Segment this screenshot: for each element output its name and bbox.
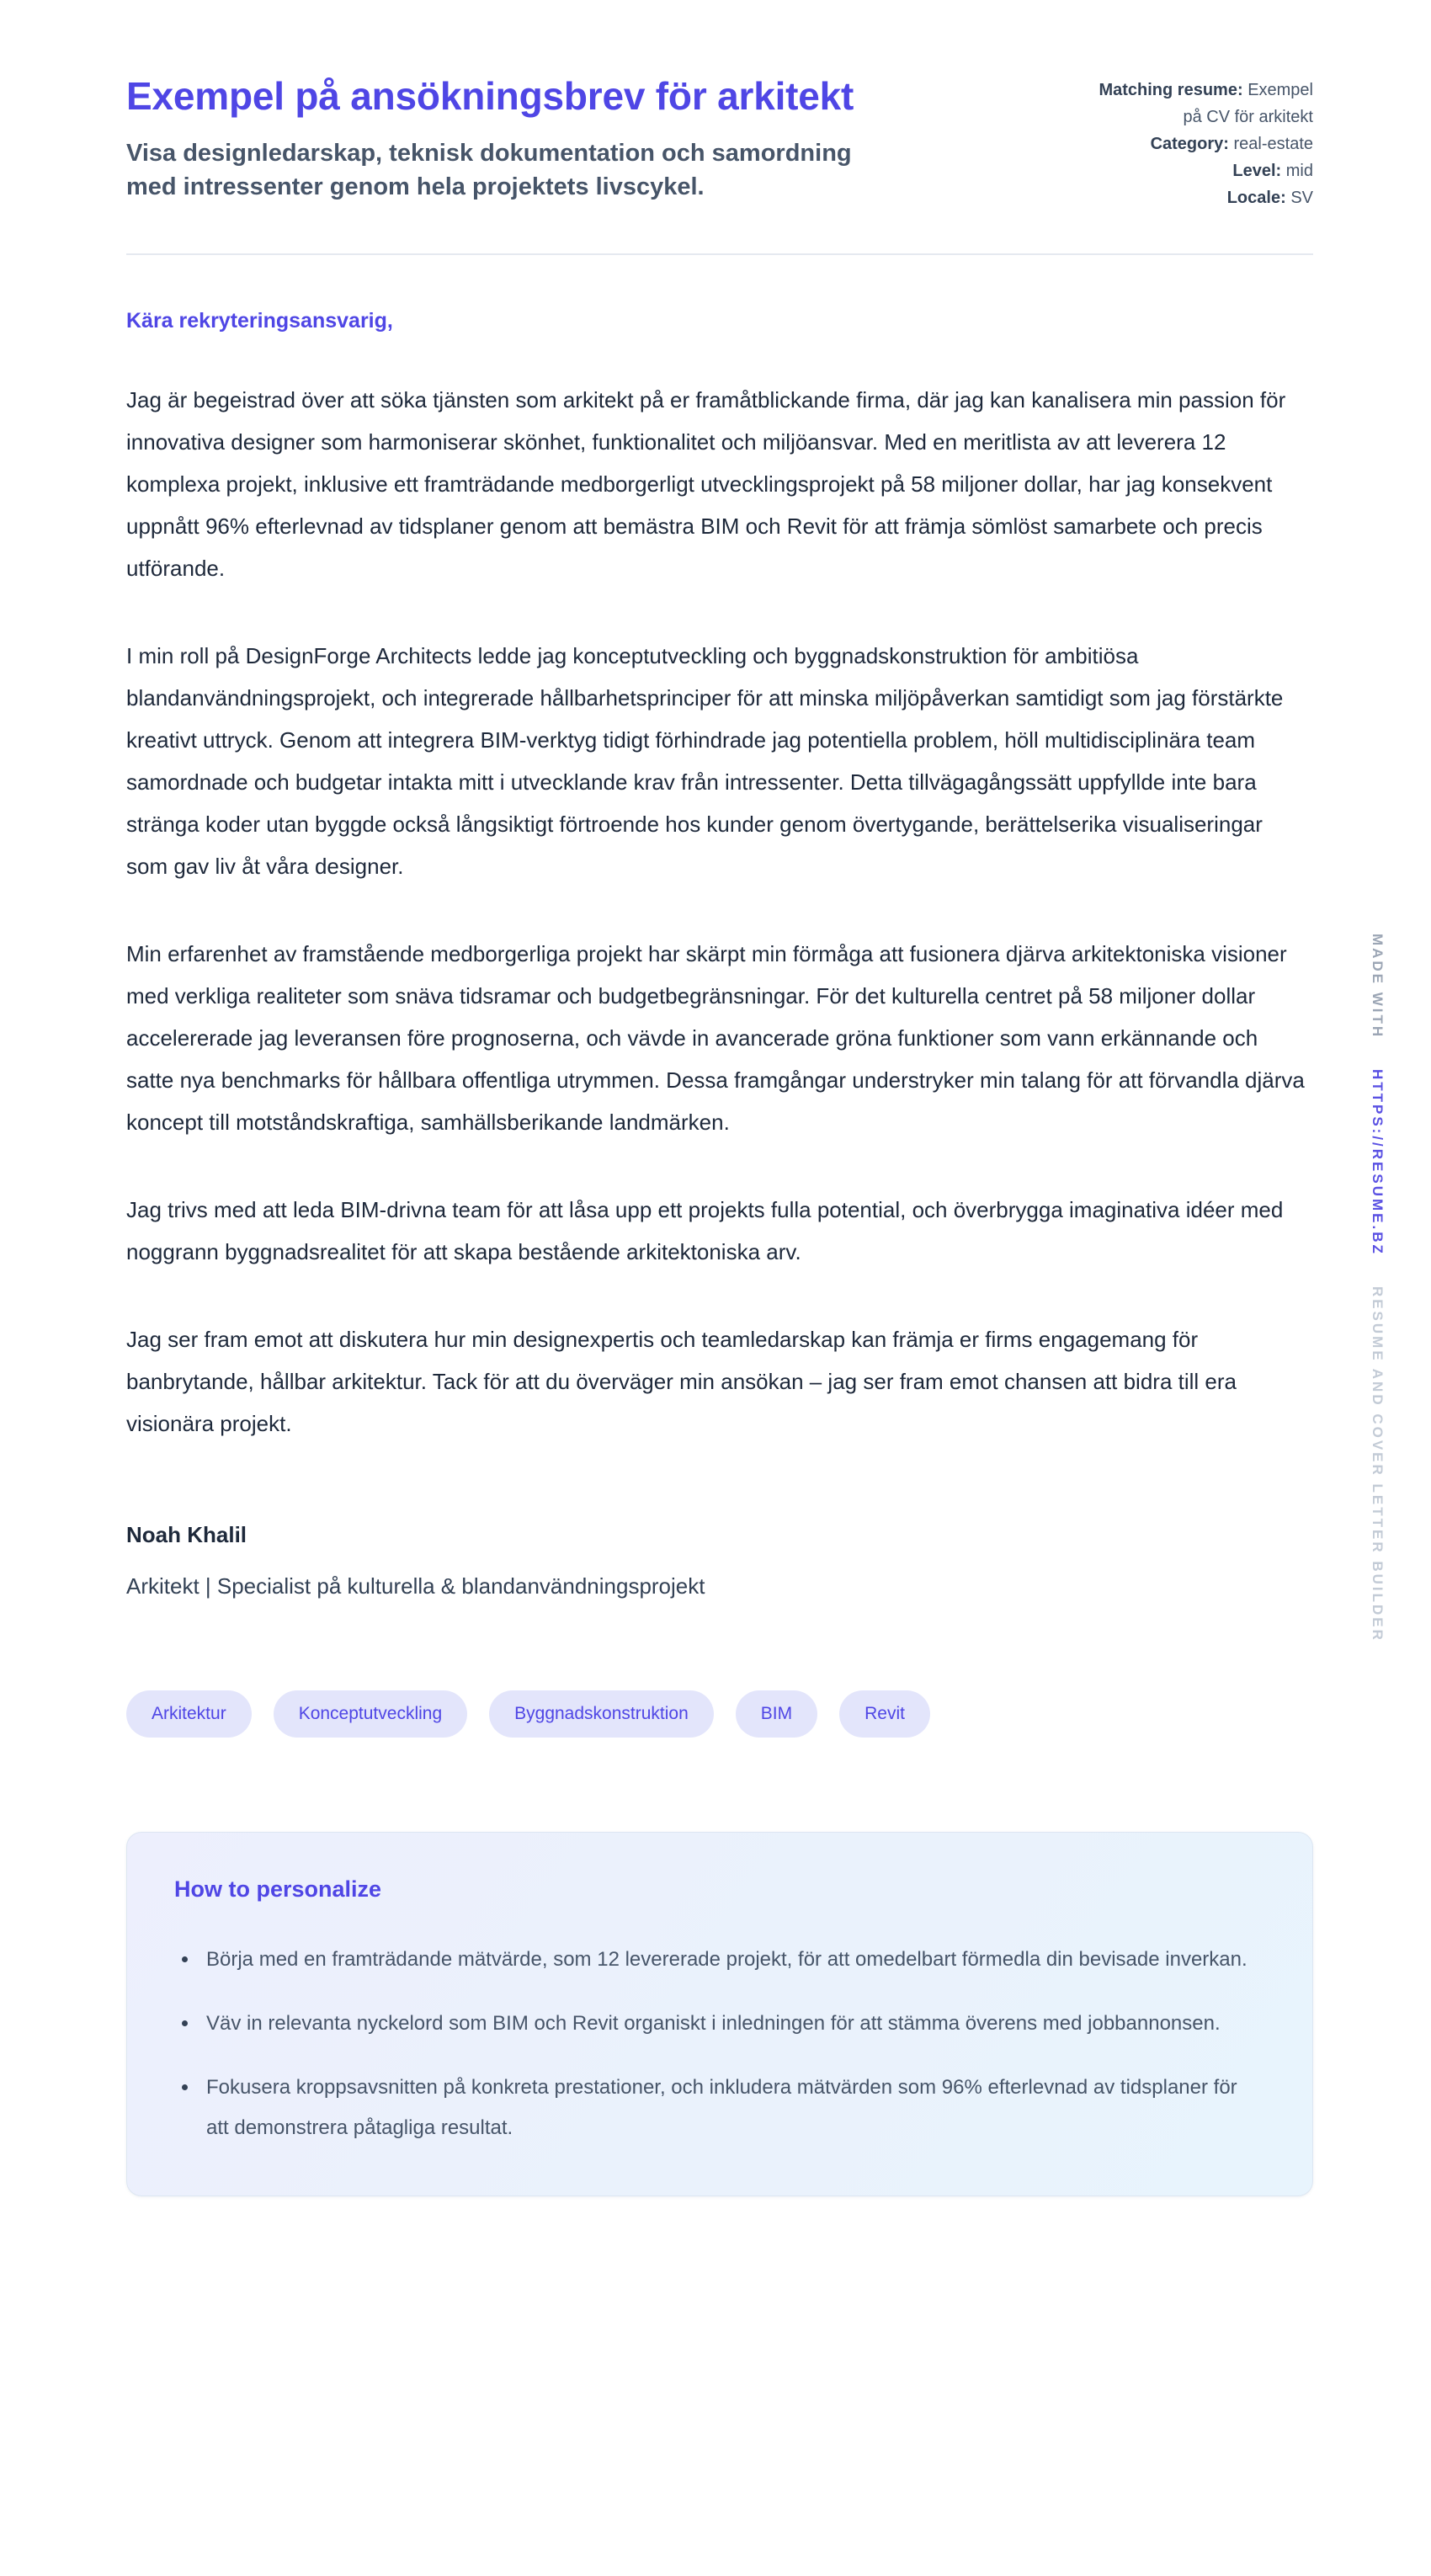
tag-pill-arkitektur[interactable]: Arkitektur [126, 1690, 252, 1738]
watermark-tagline: RESUME AND COVER LETTER BUILDER [1370, 1286, 1386, 1643]
watermark-site-link[interactable]: HTTPS://RESUME.BZ [1370, 1069, 1386, 1257]
meta-category-label: Category: [1150, 135, 1229, 153]
meta-level [1096, 157, 1313, 184]
header-title-block [126, 72, 901, 211]
tag-pill-konceptutveckling[interactable]: Konceptutveckling [274, 1690, 467, 1738]
tag-pill-revit[interactable]: Revit [839, 1690, 930, 1738]
meta-locale-label: Locale: [1226, 189, 1286, 207]
tag-pill-bim[interactable]: BIM [736, 1690, 817, 1738]
signature-block [126, 1522, 1313, 1599]
letter-paragraph: Jag ser fram emot att diskutera hur min designexpertis och teamledarskap kan främja er firms engagemang för banbrytande, hållbar arkitektur. Tack för att du överväger min ansökan – jag ser fram emot chansen att bidra till era visionära projekt. [126, 1327, 1237, 1436]
personalize-callout [126, 1832, 1313, 2196]
tag-pill-byggnadskonstruktion[interactable]: Byggnadskonstruktion [489, 1690, 714, 1738]
letter-paragraph: I min roll på DesignForge Architects ledde jag konceptutveckling och byggnadskonstruktion för ambitiösa blandanvändningsprojekt, och integrerade hållbarhetsprinciper för att minska miljöpåverkan samtidigt som jag förstärkte kreativt uttryck. Genom att integrera BIM-verktyg tidigt förhindrade jag potentiella problem, höll multidisciplinära team samordnade och budgetar intakta mitt i utvecklande krav från intressenter. Detta tillvägagångssätt uppfyllde inte bara stränga koder utan byggde också långsiktigt förtroende hos kunder genom övertygande, berättelserika visualiseringar som gav liv åt våra designer. [126, 643, 1284, 879]
letter-paragraph: Min erfarenhet av framstående medborgerliga projekt har skärpt min förmåga att fusionera djärva arkitektoniska visioner med verkliga realiteter som snäva tidsramar och budgetbegränsningar. För det kulturella centret på 58 miljoner dollar accelererade jag leveransen före prognoserna, och vävde in avancerade gröna funktioner som vann erkännande och satte nya benchmarks för hållbara offentliga utrymmen. Dessa framgångar understryker min talang för att förvandla djärva koncept till motståndskraftiga, samhällsberikande landmärken. [126, 941, 1305, 1135]
meta-locale [1096, 184, 1313, 211]
meta-matching-resume [1096, 77, 1313, 130]
signature-role: Arkitekt | Specialist på kulturella & blandanvändningsprojekt [126, 1573, 705, 1599]
watermark [1369, 934, 1386, 1642]
meta-matching-resume-label: Matching resume: [1099, 81, 1243, 99]
watermark-made-with: MADE WITH [1370, 933, 1386, 1040]
header [126, 72, 1313, 211]
personalize-bullet: • Fokusera kroppsavsnitten på konkreta prestationer, och inkludera mätvärden som 96% efterlevnad av tidsplaner för att demonstrera påtagliga resultat. [199, 2068, 1252, 2148]
meta-matching-resume-value: Exempel på CV för arkitekt [1183, 81, 1313, 126]
page-title: Exempel på ansökningsbrev för arkitekt [126, 74, 854, 118]
meta-level-label: Level: [1232, 162, 1282, 180]
meta-category-value: real-estate [1233, 135, 1313, 153]
meta-locale-value: SV [1290, 189, 1313, 207]
signature-name: Noah Khalil [126, 1522, 247, 1547]
tag-list [126, 1690, 1313, 1738]
letter-paragraph: Jag är begeistrad över att söka tjänsten som arkitekt på er framåtblickande firma, där jag kan kanalisera min passion för innovativa designer som harmoniserar skönhet, funktionalitet och miljöansvar. Med en meritlista av att leverera 12 komplexa projekt, inklusive ett framträdande medborgerligt utvecklingsprojekt på 58 miljoner dollar, har jag konsekvent uppnått 96% efterlevnad av tidsplaner genom att bemästra BIM och Revit för att främja sömlöst samarbete och precis utförande. [126, 387, 1286, 581]
meta-level-value: mid [1285, 162, 1313, 180]
personalize-bullet: • Börja med en framträdande mätvärde, som 12 levererade projekt, för att omedelbart förmedla din bevisade inverkan. [199, 1940, 1252, 1980]
personalize-heading: How to personalize [174, 1876, 382, 1902]
personalize-bullet: • Väv in relevanta nyckelord som BIM och Revit organiskt i inledningen för att stämma överens med jobbannonsen. [199, 2004, 1252, 2044]
header-divider [126, 253, 1313, 255]
personalize-list [174, 1940, 1265, 2148]
page-subtitle: Visa designledarskap, teknisk dokumentation och samordning med intressenter genom hela projektets livscykel. [126, 139, 852, 200]
meta-category [1096, 130, 1313, 157]
letter-greeting: Kära rekryteringsansvarig, [126, 309, 393, 333]
letter-paragraph: Jag trivs med att leda BIM-drivna team för att låsa upp ett projekts fulla potential, och överbrygga imaginativa idéer med noggrann byggnadsrealitet för att skapa bestående arkitektoniska arv. [126, 1197, 1284, 1264]
meta-box [1096, 72, 1313, 211]
